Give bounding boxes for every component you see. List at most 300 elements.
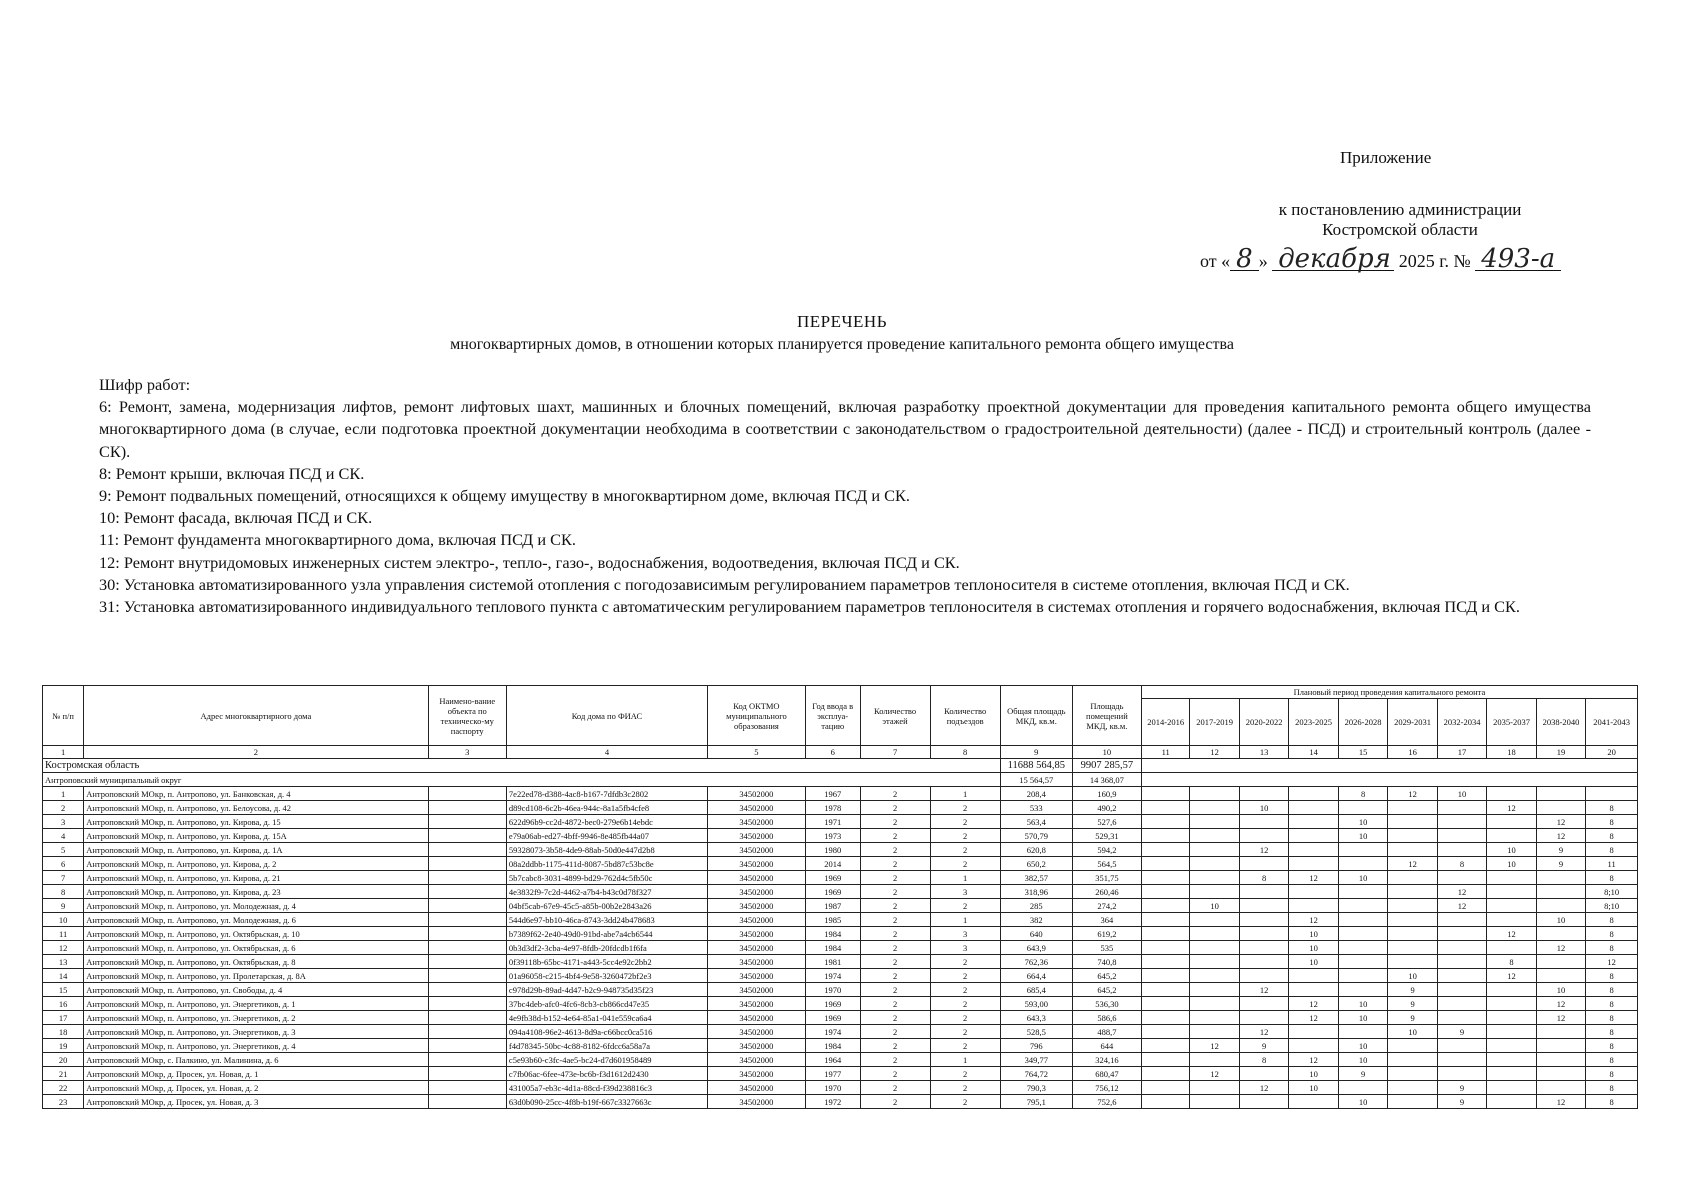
table-cell bbox=[1190, 857, 1239, 871]
table-cell bbox=[1190, 815, 1239, 829]
district-label: Антроповский муниципальный округ bbox=[43, 773, 1001, 787]
table-cell: 8 bbox=[1586, 927, 1638, 941]
table-cell: 12 bbox=[1487, 969, 1536, 983]
table-cell: 2 bbox=[860, 955, 930, 969]
table-row bbox=[43, 1011, 1638, 1025]
table-cell bbox=[1437, 1067, 1486, 1081]
table-cell: 564,5 bbox=[1072, 857, 1141, 871]
table-cell: 2 bbox=[860, 913, 930, 927]
table-cell: Антроповский МОкр, д. Просек, ул. Новая, д. 2 bbox=[84, 1081, 428, 1095]
table-cell: Антроповский МОкр, п. Антропово, ул. Кирова, д. 21 bbox=[84, 871, 428, 885]
table-cell: 34502000 bbox=[707, 815, 805, 829]
column-number: 14 bbox=[1289, 746, 1338, 759]
table-cell bbox=[1437, 801, 1486, 815]
header-period: 2035-2037 bbox=[1487, 699, 1536, 746]
table-row bbox=[43, 871, 1638, 885]
header-total-area: Общая площадь МКД, кв.м. bbox=[1000, 686, 1072, 746]
table-cell bbox=[1190, 801, 1239, 815]
date-day-handwritten: 8 bbox=[1230, 248, 1259, 271]
table-cell: 16 bbox=[43, 997, 84, 1011]
header-premises-area: Площадь помещений МКД, кв.м. bbox=[1072, 686, 1141, 746]
decree-line-1: к постановлению администрации bbox=[1278, 200, 1522, 219]
table-cell bbox=[1487, 1095, 1536, 1109]
table-cell: 34502000 bbox=[707, 801, 805, 815]
table-cell: 12 bbox=[1586, 955, 1638, 969]
table-cell: 8 bbox=[1586, 969, 1638, 983]
table-cell bbox=[428, 941, 506, 955]
table-cell: 533 bbox=[1000, 801, 1072, 815]
table-cell: 640 bbox=[1000, 927, 1072, 941]
table-cell bbox=[1289, 1039, 1338, 1053]
table-cell: 11 bbox=[1586, 857, 1638, 871]
table-cell bbox=[1338, 983, 1387, 997]
table-cell bbox=[1437, 983, 1486, 997]
table-cell: 527,6 bbox=[1072, 815, 1141, 829]
header-period: 2038-2040 bbox=[1536, 699, 1585, 746]
table-cell: 2 bbox=[860, 1011, 930, 1025]
table-cell: 488,7 bbox=[1072, 1025, 1141, 1039]
appendix-label: Приложение bbox=[1340, 148, 1432, 167]
table-cell bbox=[1141, 927, 1189, 941]
table-cell: 34502000 bbox=[707, 871, 805, 885]
column-number: 12 bbox=[1190, 746, 1239, 759]
column-number: 8 bbox=[930, 746, 1000, 759]
table-cell: 2 bbox=[930, 1081, 1000, 1095]
table-cell bbox=[1388, 913, 1437, 927]
table-cell: 12 bbox=[1536, 815, 1585, 829]
table-row bbox=[43, 801, 1638, 815]
table-cell bbox=[1437, 913, 1486, 927]
table-cell: 10 bbox=[1338, 1095, 1387, 1109]
table-cell bbox=[1586, 787, 1638, 801]
table-cell bbox=[1338, 899, 1387, 913]
table-cell: 9 bbox=[1437, 1081, 1486, 1095]
table-cell bbox=[1239, 885, 1288, 899]
table-cell: 1 bbox=[930, 913, 1000, 927]
document-title: ПЕРЕЧЕНЬ bbox=[797, 312, 887, 331]
table-cell: 2 bbox=[860, 1053, 930, 1067]
table-cell: 8 bbox=[1586, 829, 1638, 843]
table-cell: 8 bbox=[1487, 955, 1536, 969]
table-cell: b7389f62-2e40-49d0-91bd-abe7a4cb6544 bbox=[506, 927, 707, 941]
document-subtitle: многоквартирных домов, в отношении которых планируется проведение капитального ремонта общего имущества bbox=[450, 336, 1234, 353]
table-cell: 10 bbox=[1388, 1025, 1437, 1039]
table-cell bbox=[1190, 1095, 1239, 1109]
table-cell: 12 bbox=[43, 941, 84, 955]
table-cell bbox=[1338, 927, 1387, 941]
table-cell bbox=[1141, 829, 1189, 843]
decree-reference bbox=[1180, 200, 1620, 240]
table-row bbox=[43, 1039, 1638, 1053]
table-cell: 1984 bbox=[805, 1039, 860, 1053]
table-cell: 8 bbox=[1586, 1081, 1638, 1095]
table-cell: 10 bbox=[1289, 955, 1338, 969]
table-cell: e79a06ab-ed27-4bff-9946-8e485fb44a07 bbox=[506, 829, 707, 843]
table-cell: 8 bbox=[1586, 1025, 1638, 1039]
work-code-6: 6: Ремонт, замена, модернизация лифтов, ремонт лифтовых шахт, машинных и блочных помещений, включая разработку проектной документации для проведения капитального ремонта общего имущества многоквартирного дома (в случае, если подготовка проектной документации необходима в соответствии с законодательством о градостроительной деятельности) (далее - ПСД) и строительный контроль (далее - СК). bbox=[99, 397, 1591, 461]
table-cell: 2 bbox=[930, 829, 1000, 843]
work-code-9: 9: Ремонт подвальных помещений, относящихся к общему имуществу в многоквартирном доме, включая ПСД и СК. bbox=[99, 486, 910, 506]
table-cell bbox=[1141, 1039, 1189, 1053]
table-cell: Антроповский МОкр, п. Антропово, ул. Кирова, д. 2 bbox=[84, 857, 428, 871]
table-cell: d89cd108-6c2b-46ea-944c-8a1a5fb4cfe8 bbox=[506, 801, 707, 815]
table-cell bbox=[428, 1095, 506, 1109]
table-cell bbox=[1289, 857, 1338, 871]
table-cell bbox=[1338, 801, 1387, 815]
table-cell: 431005a7-eb3c-4d1a-88cd-f39d238816c3 bbox=[506, 1081, 707, 1095]
table-cell: 8 bbox=[43, 885, 84, 899]
table-cell bbox=[1338, 969, 1387, 983]
table-row bbox=[43, 1025, 1638, 1039]
table-cell: 364 bbox=[1072, 913, 1141, 927]
table-cell: 9 bbox=[1437, 1095, 1486, 1109]
table-cell: 3 bbox=[930, 885, 1000, 899]
table-cell: 34502000 bbox=[707, 1053, 805, 1067]
table-cell: 9 bbox=[43, 899, 84, 913]
table-cell: 2 bbox=[860, 815, 930, 829]
column-number: 11 bbox=[1141, 746, 1189, 759]
table-cell: 1969 bbox=[805, 1011, 860, 1025]
table-cell: 10 bbox=[1289, 927, 1338, 941]
table-cell: 260,46 bbox=[1072, 885, 1141, 899]
table-cell: 2 bbox=[860, 871, 930, 885]
table-cell: 8 bbox=[1586, 871, 1638, 885]
table-cell: Антроповский МОкр, п. Антропово, ул. Энергетиков, д. 1 bbox=[84, 997, 428, 1011]
table-cell bbox=[1487, 899, 1536, 913]
table-cell bbox=[1289, 787, 1338, 801]
table-cell: 12 bbox=[1487, 927, 1536, 941]
work-code-10: 10: Ремонт фасада, включая ПСД и СК. bbox=[99, 508, 373, 528]
work-codes-section bbox=[99, 374, 1591, 618]
table-cell bbox=[1437, 815, 1486, 829]
table-cell: 2 bbox=[860, 1025, 930, 1039]
table-cell: 12 bbox=[1536, 1011, 1585, 1025]
table-cell: 790,3 bbox=[1000, 1081, 1072, 1095]
table-cell bbox=[1536, 899, 1585, 913]
table-cell bbox=[1289, 1095, 1338, 1109]
table-cell bbox=[1239, 1011, 1288, 1025]
table-cell: 4e3832f9-7c2d-4462-a7b4-b43c0d78f327 bbox=[506, 885, 707, 899]
table-cell: 2 bbox=[860, 1095, 930, 1109]
table-cell bbox=[1487, 1081, 1536, 1095]
table-cell: 8 bbox=[1586, 1053, 1638, 1067]
work-code-30: 30: Установка автоматизированного узла управления системой отопления с погодозависимым регулированием параметров теплоносителя в системе отопления, включая ПСД и СК. bbox=[99, 574, 1350, 594]
table-cell bbox=[1190, 1081, 1239, 1095]
table-cell: 21 bbox=[43, 1067, 84, 1081]
table-cell: 34502000 bbox=[707, 885, 805, 899]
table-cell bbox=[1536, 885, 1585, 899]
table-cell bbox=[1239, 829, 1288, 843]
table-cell bbox=[1239, 927, 1288, 941]
table-row bbox=[43, 1095, 1638, 1109]
table-cell: 13 bbox=[43, 955, 84, 969]
header-period: 2014-2016 bbox=[1141, 699, 1189, 746]
table-cell bbox=[1487, 1011, 1536, 1025]
table-cell: 664,4 bbox=[1000, 969, 1072, 983]
column-number: 6 bbox=[805, 746, 860, 759]
region-row bbox=[43, 759, 1638, 773]
table-cell: 318,96 bbox=[1000, 885, 1072, 899]
table-cell bbox=[1388, 801, 1437, 815]
table-cell: 34502000 bbox=[707, 857, 805, 871]
table-cell: 04bf5cab-67e9-45c5-a85b-00b2e2843a26 bbox=[506, 899, 707, 913]
table-cell: 1984 bbox=[805, 927, 860, 941]
table-row bbox=[43, 787, 1638, 801]
table-cell: 2 bbox=[860, 787, 930, 801]
table-cell bbox=[1437, 1053, 1486, 1067]
header-object-name: Наимено-вание объекта по техническо-му паспорту bbox=[428, 686, 506, 746]
table-cell bbox=[1536, 969, 1585, 983]
table-cell: 685,4 bbox=[1000, 983, 1072, 997]
table-cell bbox=[1388, 885, 1437, 899]
table-row bbox=[43, 941, 1638, 955]
table-cell: 12 bbox=[1239, 843, 1288, 857]
district-total-area: 15 564,57 bbox=[1000, 773, 1072, 787]
header-num: № п/п bbox=[43, 686, 84, 746]
table-cell: 1964 bbox=[805, 1053, 860, 1067]
table-cell: 2014 bbox=[805, 857, 860, 871]
work-code-11: 11: Ремонт фундамента многоквартирного дома, включая ПСД и СК. bbox=[99, 530, 576, 550]
table-cell bbox=[1141, 871, 1189, 885]
table-cell bbox=[1141, 955, 1189, 969]
column-number: 1 bbox=[43, 746, 84, 759]
table-cell bbox=[1141, 983, 1189, 997]
table-cell: c7fb06ac-6fee-473e-bc6b-f3d1612d2430 bbox=[506, 1067, 707, 1081]
table-cell: 795,1 bbox=[1000, 1095, 1072, 1109]
table-cell: 2 bbox=[860, 885, 930, 899]
table-cell: 12 bbox=[1437, 899, 1486, 913]
table-cell: 8 bbox=[1586, 913, 1638, 927]
table-cell: 2 bbox=[930, 997, 1000, 1011]
table-cell: 8;10 bbox=[1586, 885, 1638, 899]
table-cell: 8 bbox=[1586, 983, 1638, 997]
table-cell: 34502000 bbox=[707, 787, 805, 801]
decree-date-line bbox=[1200, 244, 1561, 274]
table-cell: 8 bbox=[1586, 1011, 1638, 1025]
table-cell: 10 bbox=[1338, 1053, 1387, 1067]
table-cell: Антроповский МОкр, п. Антропово, ул. Энергетиков, д. 2 bbox=[84, 1011, 428, 1025]
table-cell: 1981 bbox=[805, 955, 860, 969]
table-cell bbox=[1239, 969, 1288, 983]
table-cell bbox=[1190, 1025, 1239, 1039]
table-cell: 620,8 bbox=[1000, 843, 1072, 857]
table-cell: 23 bbox=[43, 1095, 84, 1109]
table-cell bbox=[1338, 941, 1387, 955]
table-cell: 1974 bbox=[805, 1025, 860, 1039]
table-cell bbox=[1536, 1039, 1585, 1053]
table-cell bbox=[1437, 1039, 1486, 1053]
table-cell: 12 bbox=[1289, 1011, 1338, 1025]
table-cell: 34502000 bbox=[707, 941, 805, 955]
table-cell: 8 bbox=[1586, 843, 1638, 857]
table-cell: 5b7cabc8-3031-4899-bd29-762d4c5fb50c bbox=[506, 871, 707, 885]
table-cell bbox=[1487, 885, 1536, 899]
table-cell bbox=[1190, 1053, 1239, 1067]
table-cell bbox=[1190, 871, 1239, 885]
table-cell: 6 bbox=[43, 857, 84, 871]
table-cell: 1977 bbox=[805, 1067, 860, 1081]
region-total-area: 11688 564,85 bbox=[1000, 759, 1072, 773]
table-row bbox=[43, 913, 1638, 927]
table-cell bbox=[1536, 955, 1585, 969]
table-cell: 8;10 bbox=[1586, 899, 1638, 913]
table-cell bbox=[1141, 1025, 1189, 1039]
column-number: 16 bbox=[1388, 746, 1437, 759]
table-cell: 1 bbox=[43, 787, 84, 801]
table-cell: 2 bbox=[43, 801, 84, 815]
table-cell: 490,2 bbox=[1072, 801, 1141, 815]
column-number: 17 bbox=[1437, 746, 1486, 759]
table-cell: 1 bbox=[930, 871, 1000, 885]
table-cell bbox=[428, 1053, 506, 1067]
table-cell: 645,2 bbox=[1072, 983, 1141, 997]
table-cell: 1987 bbox=[805, 899, 860, 913]
table-cell bbox=[1536, 787, 1585, 801]
table-cell: Антроповский МОкр, п. Антропово, ул. Кирова, д. 23 bbox=[84, 885, 428, 899]
table-cell: 22 bbox=[43, 1081, 84, 1095]
table-cell: 2 bbox=[860, 829, 930, 843]
table-cell: Антроповский МОкр, п. Антропово, ул. Молодежная, д. 6 bbox=[84, 913, 428, 927]
table-cell bbox=[1239, 815, 1288, 829]
table-cell: Антроповский МОкр, с. Палкино, ул. Малинина, д. 6 bbox=[84, 1053, 428, 1067]
table-cell: 17 bbox=[43, 1011, 84, 1025]
table-cell bbox=[1289, 899, 1338, 913]
table-row bbox=[43, 997, 1638, 1011]
table-row bbox=[43, 829, 1638, 843]
table-cell: 14 bbox=[43, 969, 84, 983]
table-cell bbox=[1190, 955, 1239, 969]
table-cell bbox=[428, 787, 506, 801]
table-cell: 1969 bbox=[805, 871, 860, 885]
table-cell: 12 bbox=[1190, 1039, 1239, 1053]
table-cell: 34502000 bbox=[707, 983, 805, 997]
table-cell bbox=[428, 1039, 506, 1053]
table-cell bbox=[1388, 1095, 1437, 1109]
table-cell: 12 bbox=[1536, 1095, 1585, 1109]
table-cell: 12 bbox=[1388, 857, 1437, 871]
table-cell: 7 bbox=[43, 871, 84, 885]
table-cell bbox=[1388, 955, 1437, 969]
table-cell: 2 bbox=[930, 1011, 1000, 1025]
table-cell bbox=[1141, 787, 1189, 801]
table-cell bbox=[428, 1025, 506, 1039]
table-cell: 12 bbox=[1289, 1053, 1338, 1067]
table-cell bbox=[1437, 1011, 1486, 1025]
table-cell bbox=[1536, 1067, 1585, 1081]
work-codes-heading: Шифр работ: bbox=[99, 375, 191, 394]
table-cell bbox=[1487, 997, 1536, 1011]
table-cell: 8 bbox=[1239, 871, 1288, 885]
table-cell bbox=[1487, 871, 1536, 885]
table-cell: 8 bbox=[1586, 801, 1638, 815]
table-cell bbox=[1388, 1081, 1437, 1095]
table-cell: 34502000 bbox=[707, 829, 805, 843]
table-cell: 1974 bbox=[805, 969, 860, 983]
table-cell: 680,47 bbox=[1072, 1067, 1141, 1081]
table-cell bbox=[1487, 829, 1536, 843]
table-cell: 764,72 bbox=[1000, 1067, 1072, 1081]
table-cell: 796 bbox=[1000, 1039, 1072, 1053]
table-cell bbox=[1190, 1011, 1239, 1025]
table-cell: 11 bbox=[43, 927, 84, 941]
table-cell: 12 bbox=[1536, 997, 1585, 1011]
table-cell: 2 bbox=[860, 801, 930, 815]
table-cell bbox=[1388, 899, 1437, 913]
table-cell: 8 bbox=[1239, 1053, 1288, 1067]
table-cell: 2 bbox=[930, 815, 1000, 829]
table-cell bbox=[1141, 1053, 1189, 1067]
table-cell: 2 bbox=[930, 899, 1000, 913]
date-month-handwritten: декабря bbox=[1272, 248, 1394, 271]
table-row bbox=[43, 899, 1638, 913]
table-cell bbox=[1388, 829, 1437, 843]
table-cell: 1985 bbox=[805, 913, 860, 927]
table-cell: 594,2 bbox=[1072, 843, 1141, 857]
table-cell: Антроповский МОкр, п. Антропово, ул. Белоусова, д. 42 bbox=[84, 801, 428, 815]
table-cell: 619,2 bbox=[1072, 927, 1141, 941]
table-cell: 2 bbox=[860, 1067, 930, 1081]
table-cell: 9 bbox=[1437, 1025, 1486, 1039]
table-cell bbox=[428, 997, 506, 1011]
column-number: 10 bbox=[1072, 746, 1141, 759]
table-cell: 12 bbox=[1190, 1067, 1239, 1081]
table-cell: 351,75 bbox=[1072, 871, 1141, 885]
column-number: 4 bbox=[506, 746, 707, 759]
table-cell bbox=[1141, 997, 1189, 1011]
table-cell bbox=[1536, 1081, 1585, 1095]
table-cell: 382 bbox=[1000, 913, 1072, 927]
table-cell: 20 bbox=[43, 1053, 84, 1067]
table-cell: 2 bbox=[860, 983, 930, 997]
table-cell bbox=[1388, 941, 1437, 955]
table-cell: 10 bbox=[1289, 1081, 1338, 1095]
table-cell: 12 bbox=[1388, 787, 1437, 801]
table-cell: 1970 bbox=[805, 983, 860, 997]
table-cell: 160,9 bbox=[1072, 787, 1141, 801]
table-cell: 563,4 bbox=[1000, 815, 1072, 829]
table-cell: Антроповский МОкр, п. Антропово, ул. Энергетиков, д. 4 bbox=[84, 1039, 428, 1053]
table-cell bbox=[428, 857, 506, 871]
table-cell: 2 bbox=[860, 1081, 930, 1095]
table-cell: 34502000 bbox=[707, 955, 805, 969]
table-cell bbox=[428, 885, 506, 899]
header-fias: Код дома по ФИАС bbox=[506, 686, 707, 746]
table-cell: 59328073-3b58-4de9-88ab-50d0e447d2b8 bbox=[506, 843, 707, 857]
table-cell: 10 bbox=[1338, 829, 1387, 843]
table-cell: 08a2ddbb-1175-411d-8087-5bd87c53bc8e bbox=[506, 857, 707, 871]
header-period: 2041-2043 bbox=[1586, 699, 1638, 746]
table-cell: 2 bbox=[860, 857, 930, 871]
table-cell: 756,12 bbox=[1072, 1081, 1141, 1095]
table-cell: Антроповский МОкр, п. Антропово, ул. Кирова, д. 15А bbox=[84, 829, 428, 843]
decree-number-handwritten: 493-а bbox=[1475, 248, 1561, 271]
table-cell: 8 bbox=[1437, 857, 1486, 871]
table-cell bbox=[1289, 885, 1338, 899]
table-cell: 12 bbox=[1536, 941, 1585, 955]
table-cell: Антроповский МОкр, п. Антропово, ул. Кирова, д. 15 bbox=[84, 815, 428, 829]
column-number: 18 bbox=[1487, 746, 1536, 759]
table-cell bbox=[1141, 969, 1189, 983]
table-cell bbox=[1239, 899, 1288, 913]
table-cell bbox=[1437, 871, 1486, 885]
table-cell bbox=[1536, 1053, 1585, 1067]
table-cell bbox=[1289, 1025, 1338, 1039]
column-number: 19 bbox=[1536, 746, 1585, 759]
header-period: 2029-2031 bbox=[1388, 699, 1437, 746]
table-cell bbox=[428, 829, 506, 843]
table-cell: 34502000 bbox=[707, 1025, 805, 1039]
table-cell: 12 bbox=[1289, 997, 1338, 1011]
